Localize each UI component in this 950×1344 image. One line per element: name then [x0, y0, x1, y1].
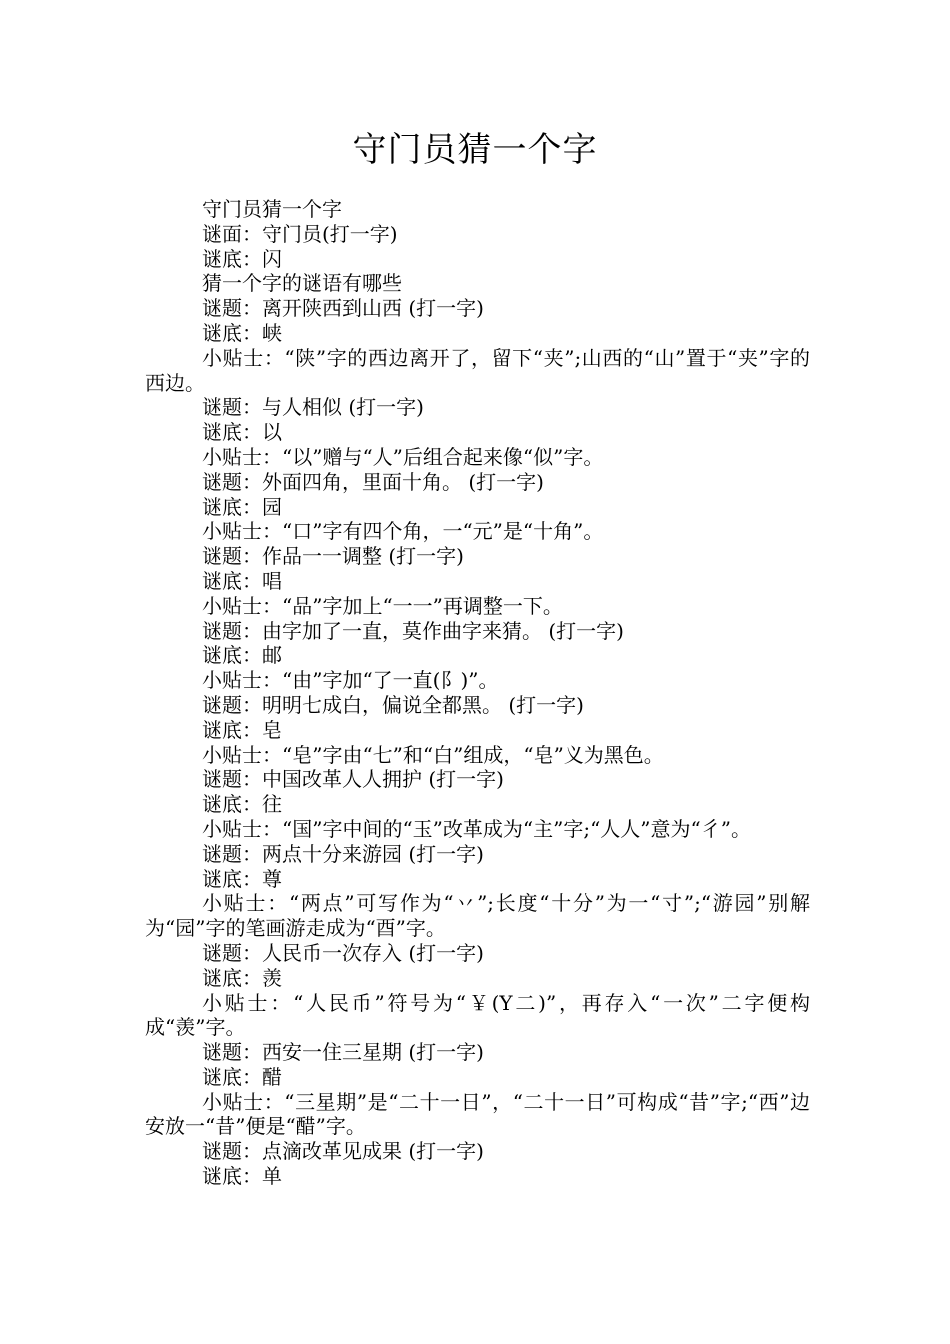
riddle-tip: 小贴士：“人民币”符号为“￥(Y二)”，再存入“一次”二字便构成“羡”字。 [145, 990, 810, 1040]
riddle-question: 谜题：点滴改革见成果 (打一字) [202, 1139, 484, 1164]
riddle-answer: 谜底：闪 [202, 246, 282, 271]
riddle-answer: 谜底：园 [202, 494, 282, 519]
riddle-answer: 谜底：羡 [202, 965, 282, 990]
riddle-question: 谜题：离开陕西到山西 (打一字) [202, 296, 484, 321]
riddle-answer: 谜底：唱 [202, 568, 282, 593]
riddle-answer: 谜底：往 [202, 792, 282, 817]
riddle-question: 谜题：西安一住三星期 (打一字) [202, 1040, 484, 1065]
section-heading: 猜一个字的谜语有哪些 [202, 271, 402, 296]
riddle-tip: 小贴士：“品”字加上“一一”再调整一下。 [202, 593, 563, 618]
riddle-question: 谜题：人民币一次存入 (打一字) [202, 940, 484, 965]
riddle-answer: 谜底：皂 [202, 717, 282, 742]
document-body [145, 197, 810, 1189]
riddle-answer: 谜底：尊 [202, 866, 282, 891]
page-title: 守门员猜一个字 [352, 130, 598, 170]
riddle-answer: 谜底：峡 [202, 320, 282, 345]
paragraph: 守门员猜一个字 [202, 197, 342, 221]
riddle-tip: 小贴士：“陕”字的西边离开了，留下“夹”;山西的“山”置于“夹”字的西边。 [145, 345, 810, 395]
riddle-tip: 小贴士：“皂”字由“七”和“白”组成，“皂”义为黑色。 [202, 742, 664, 767]
riddle-tip: 小贴士：“由”字加“了一直(阝)”。 [202, 668, 499, 693]
riddle-tip: 小贴士：“口”字有四个角，一“元”是“十角”。 [202, 519, 604, 544]
riddle-tip: 小贴士：“国”字中间的“玉”改革成为“主”字;“人人”意为“彳”。 [202, 816, 751, 841]
riddle-answer: 谜底：醋 [202, 1064, 282, 1089]
riddle-question: 谜面：守门员(打一字) [202, 221, 398, 246]
riddle-tip: 小贴士：“三星期”是“二十一日”，“二十一日”可构成“昔”字;“西”边安放一“昔”便是“醋”字。 [145, 1089, 810, 1139]
riddle-question: 谜题：两点十分来游园 (打一字) [202, 841, 484, 866]
riddle-tip: 小贴士：“以”赠与“人”后组合起来像“似”字。 [202, 444, 604, 469]
riddle-question: 谜题：与人相似 (打一字) [202, 395, 424, 420]
riddle-answer: 谜底：邮 [202, 643, 282, 668]
riddle-question: 谜题：明明七成白，偏说全都黑。 (打一字) [202, 692, 584, 717]
riddle-answer: 谜底：单 [202, 1164, 282, 1189]
riddle-question: 谜题：外面四角，里面十角。 (打一字) [202, 469, 544, 494]
riddle-question: 谜题：由字加了一直，莫作曲字来猜。 (打一字) [202, 618, 624, 643]
riddle-answer: 谜底：以 [202, 420, 282, 445]
riddle-question: 谜题：中国改革人人拥护 (打一字) [202, 767, 504, 792]
riddle-question: 谜题：作品一一调整 (打一字) [202, 544, 464, 569]
riddle-tip: 小贴士：“两点”可写作为“丷”;长度“十分”为一“寸”;“游园”别解为“园”字的笔画游走成为“酉”字。 [145, 891, 810, 941]
